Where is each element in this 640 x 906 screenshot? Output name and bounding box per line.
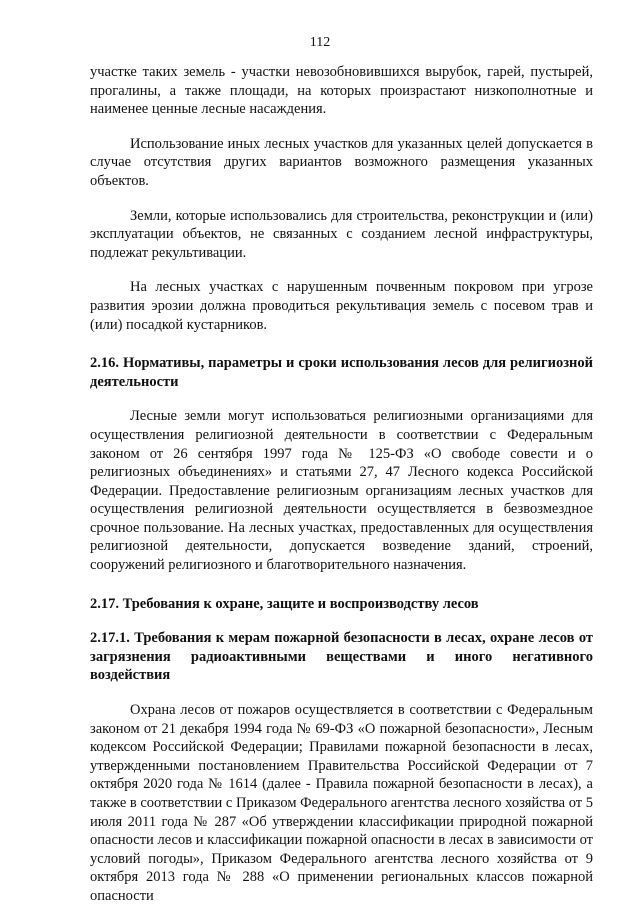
paragraph-forest-land-types: участке таких земель - участки невозобновившихся вырубок, гарей, пустырей, прогалины, а также площади, на которых произрастают низкополнотные и наименее ценные лесные насаждения. — [90, 64, 593, 118]
paragraph-fire-protection: Охрана лесов от пожаров осуществляется в соответствии с Федеральным законом от 21 декабря 1994 года № 69-ФЗ «О пожарной безопасности», Лесным кодексом Российской Федерации; Правилами пожарной безопасности в лесах, утвержденными постановлением Правительства Российской Федерации от 7 октября 2020 года № 1614 (далее - Правила пожарной безопасности в лесах), а также в соответствии с Приказом Федерального агентства лесного хозяйства от 5 июля 2011 года № 287 «Об утверждении классификации природной пожарной опасности лесов и классификации пожарной опасности в лесах в зависимости от условий погоды», Приказом Федерального агентства лесного хозяйства от 9 октября 2013 года № 288 «О применении региональных классов пожарной опасности — [90, 702, 593, 904]
paragraph-land-recultivation: Земли, которые использовались для строительства, реконструкции и (или) эксплуатации объектов, не связанных с созданием лесной инфраструктуры, подлежат рекультивации. — [90, 207, 593, 261]
paragraph-religious-use: Лесные земли могут использоваться религиозными организациями для осуществления религиозной деятельности в соответствии с Федеральным законом от 26 сентября 1997 года № 125-ФЗ «О свободе совести и о религиозных объединениях» и статьями 27, 47 Лесного кодекса Российской Федерации. Предоставление религиозным организациям лесных участков для осуществления религиозной деятельности осуществляется в безвозмездное срочное пользование. На лесных участках, предоставленных для осуществления религиозной деятельности, допускается возведение зданий, строений, сооружений религиозного и благотворительного назначения. — [90, 408, 593, 574]
paragraph-other-plots-use: Использование иных лесных участков для указанных целей допускается в случае отсутствия других вариантов возможного размещения указанных объектов. — [90, 135, 593, 189]
paragraph-erosion-recultivation: На лесных участках с нарушенным почвенным покровом при угрозе развития эрозии должна проводиться рекультивация земель с посевом трав и (или) посадкой кустарников. — [90, 279, 593, 333]
section-heading-2-16: 2.16. Нормативы, параметры и сроки использования лесов для религиозной деятельности — [90, 355, 593, 390]
document-body — [90, 63, 593, 906]
section-heading-2-17: 2.17. Требования к охране, защите и воспроизводству лесов — [90, 595, 479, 612]
section-heading-2-17-1: 2.17.1. Требования к мерам пожарной безопасности в лесах, охране лесов от загрязнения радиоактивными веществами и иного негативного воздействия — [90, 630, 593, 684]
page-number: 112 — [309, 35, 331, 50]
